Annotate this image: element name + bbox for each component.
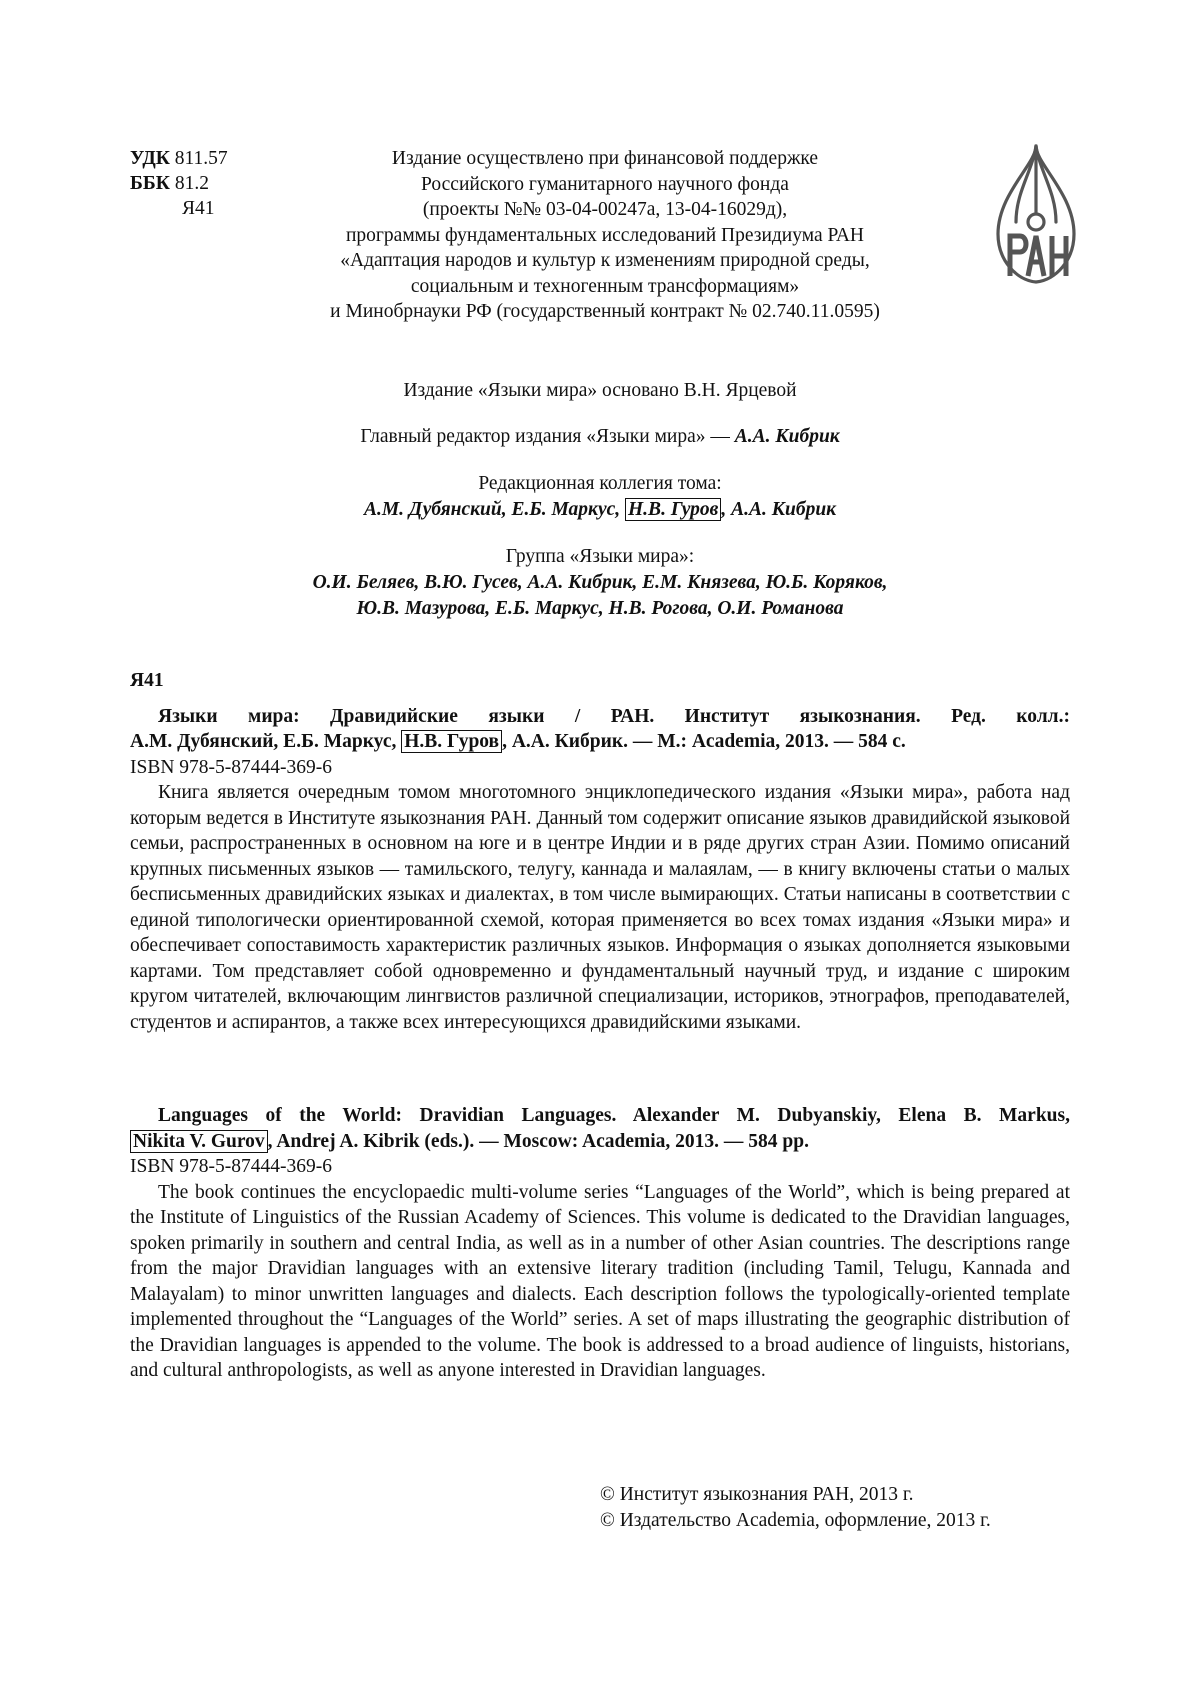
funding-line: и Минобрнауки РФ (государственный контракт № 02.740.11.0595): [330, 301, 880, 322]
isbn: ISBN 978-5-87444-369-6: [130, 756, 333, 778]
funding-statement: [255, 146, 955, 325]
editorial-board: [130, 471, 1070, 523]
ran-logo-icon: [990, 142, 1082, 287]
board-names: [130, 497, 1070, 523]
funding-line: «Адаптация народов и культур к изменениям природной среды,: [340, 250, 870, 271]
classification-codes: [130, 146, 228, 221]
abstract-en: The book continues the encyclopaedic multi-volume series “Languages of the World”, which is being prepared at the Institute of Linguistics of the Russian Academy of Sciences. This volume is dedicated to the Dravidian languages, spoken primarily in southern and central India, as well as in a number of other Asian countries. The descriptions range from the major Dravidian languages with an extensive literary tradition (including Tamil, Telugu, Kannada and Malayalam) to minor unwritten languages and dialects. Each description follows the typologically-oriented template implemented throughout the “Languages of the World” series. A set of maps illustrating the geographic distribution of the Dravidian languages is appended to the volume. The book is addressed to a broad audience of linguists, historians, and cultural anthropologists, as well as anyone interested in Dravidian languages.: [130, 1181, 1070, 1381]
bbk-label: ББК: [130, 173, 170, 194]
abstract-ru: Книга является очередным томом многотомного энциклопедического издания «Языки мира», работа над которым ведется в Институте языкознания РАН. Данный том содержит описание языков дравидийской языковой семьи, распространенных в основном на юге и в центре Индии и в ряде других стран Азии. Помимо описаний крупных письменных языков — тамильского, телугу, каннада и малаялам, — в книгу включены статьи о малых бесписьменных дравидийских языках и диалектах, в том числе вымирающих. Статьи написаны в соответствии с единой типологически ориентированной схемой, которая применяется во всех томах издания «Языки мира» и обеспечивает сопоставимость характеристик различных языков. Информация о языках дополняется языковыми картами. Том представляет собой одновременно и фундаментальный научный труд, и издание с широким кругом читателей, включающим лингвистов различной специализации, историков, этнографов, преподавателей, студентов и аспирантов, а также всех интересующихся дравидийскими языками.: [130, 782, 1070, 1033]
udk-row: [130, 146, 228, 171]
board-names-part: А.М. Дубянский, Е.Б. Маркус,: [363, 499, 621, 520]
copyright-block: [600, 1482, 991, 1534]
group-names-line: О.И. Беляев, В.Ю. Гусев, А.А. Кибрик, Е.М. Князева, Ю.Б. Коряков,: [312, 572, 888, 593]
author-mark: Я41: [182, 198, 215, 219]
catalog-title-part: , Andrej A. Kibrik (eds.). — Moscow: Academia, 2013. — 584 pp.: [267, 1130, 809, 1152]
catalog-entry-en: [130, 1103, 1070, 1384]
udk-value: 811.57: [174, 148, 228, 169]
funding-line: Издание осуществлено при финансовой поддержке: [391, 148, 819, 169]
catalog-title-part: А.М. Дубянский, Е.Б. Маркус,: [130, 731, 397, 752]
board-label: Редакционная коллегия тома:: [478, 473, 722, 494]
series-founded: Издание «Языки мира» основано В.Н. Ярцевой: [403, 380, 797, 401]
funding-line: Российского гуманитарного научного фонда: [421, 173, 789, 195]
copyright-line: © Издательство Academia, оформление, 2013 г.: [600, 1510, 991, 1531]
group-names-line: Ю.В. Мазурова, Е.Б. Маркус, Н.В. Рогова, О.И. Романова: [356, 598, 844, 619]
chief-editor-label: Главный редактор издания «Языки мира» —: [360, 426, 730, 447]
catalog-title-part: , А.А. Кибрик. — М.: Academia, 2013. — 584 с.: [502, 731, 906, 752]
highlighted-name: Nikita V. Gurov: [130, 1130, 268, 1153]
board-names-part: , А.А. Кибрик: [721, 499, 837, 520]
bbk-value: 81.2: [174, 173, 209, 194]
funding-line: социальным и техногенным трансформациям»: [410, 275, 800, 297]
chief-editor-name: А.А. Кибрик: [734, 426, 840, 447]
highlighted-name: Н.В. Гуров: [401, 730, 502, 753]
group-label: Группа «Языки мира»:: [505, 546, 695, 567]
funding-line: (проекты №№ 03-04-00247а, 13-04-16029д),: [422, 199, 788, 220]
series-group: [130, 544, 1070, 622]
funding-line: программы фундаментальных исследований Президиума РАН: [345, 224, 864, 246]
catalog-title-line: [130, 729, 1070, 755]
copyright-line: © Институт языкознания РАН, 2013 г.: [600, 1484, 914, 1505]
bbk-row: [130, 171, 228, 196]
highlighted-name: Н.В. Гуров: [625, 498, 721, 521]
udk-label: УДК: [130, 148, 170, 169]
catalog-title-line: Языки мира: Дравидийские языки / РАН. Институт языкознания. Ред. колл.:: [158, 705, 1070, 727]
catalog-title-line: Languages of the World: Dravidian Languages. Alexander M. Dubyanskiy, Elena B. Markus,: [158, 1105, 1070, 1126]
catalog-heading: Я41: [130, 670, 164, 691]
catalog-entry-ru: [130, 668, 1070, 1035]
catalog-title-line: [130, 1129, 1070, 1155]
isbn: ISBN 978-5-87444-369-6: [130, 1156, 333, 1177]
chief-editor: [130, 424, 1070, 450]
